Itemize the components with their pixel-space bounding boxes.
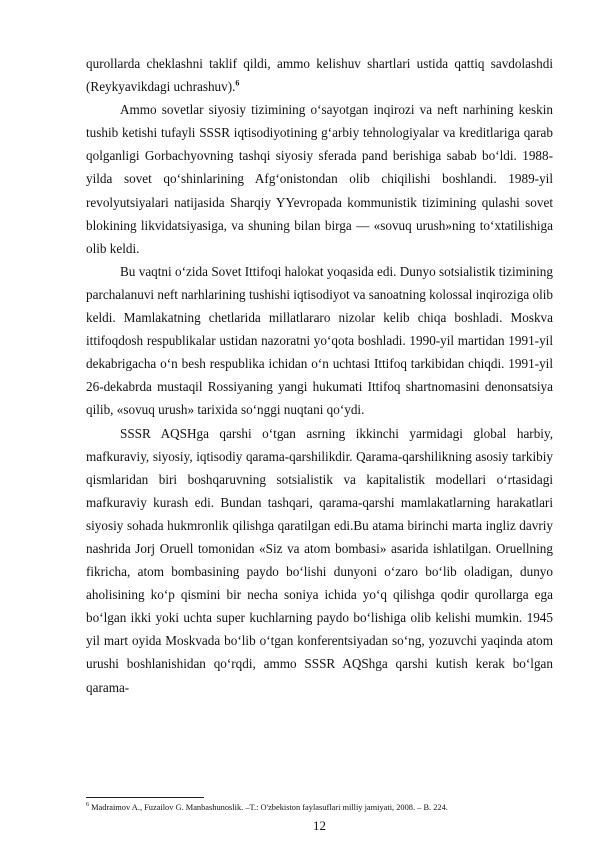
footnote: [86, 800, 556, 813]
paragraph-continuation: [86, 52, 553, 98]
footnote-divider: [86, 797, 204, 798]
paragraph-3: Bu vaqtni oʻzida Sovet Ittifoqi halokat yoqasida edi. Dunyo sotsialistik tizimining parchalanuvi neft narhlarining tushishi iqtisodiyot va sanoatning kolossal inqiroziga olib keldi. Mamlakatning chetlarida millatlararo nizolar kelib chiqa boshladi. Moskva ittifoqdosh respublikalar ustidan nazoratni yoʻqota boshladi. 1990-yil martidan 1991-yil dekabrigacha oʻn besh respublika ichidan oʻn uchtasi Ittifoq tarkibidan chiqdi. 1991-yil 26-dekabrda mustaqil Rossiyaning yangi hukumati Ittifoq shartnomasini denonsatsiya qilib, «sovuq urush» tarixida soʻnggi nuqtani qoʻydi.: [86, 263, 553, 418]
footnote-text: Madraimov A., Fuzailov G. Manbashunoslik. –T.: O'zbekiston faylasuflari milliy jamiyati, 2008. – B. 224.: [89, 802, 448, 812]
footnote-reference[interactable]: 6: [235, 78, 240, 88]
body-text: [86, 52, 553, 699]
paragraph-4: SSSR AQSHga qarshi oʻtgan asrning ikkinchi yarmidagi global harbiy, mafkuraviy, siyosiy, iqtisodiy qarama-qarshilikdir. Qarama-qarshilikning asosiy tarkibiy qismlaridan biri boshqaruvning sotsialistik va kapitalistik modellari oʻrtasidagi mafkuraviy kurash edi. Bundan tashqari, qarama-qarshi mamlakatlarning harakatlari siyosiy sohada hukmronlik qilishga qaratilgan edi.Bu atama birinchi marta ingliz davriy nashrida Jorj Oruell tomonidan «Siz va atom bombasi» asarida ishlatilgan. Oruellning fikricha, atom bombasining paydo boʻlishi dunyoni oʻzaro boʻlib oladigan, dunyo aholisining koʻp qismini bir necha soniya ichida yoʻq qilishga qodir qurollarga ega boʻlgan ikki yoki uchta super kuchlarning paydo boʻlishiga olib kelishi mumkin. 1945 yil mart oyida Moskvada boʻlib oʻtgan konferentsiyadan soʻng, yozuvchi yaqinda atom urushi boshlanishidan qoʻrqdi, ammo SSSR AQShga qarshi kutish kerak boʻlgan qarama-: [86, 425, 553, 695]
paragraph-1-text: qurollarda cheklashni taklif qildi, ammo kelishuv shartlari ustida qattiq savdolashdi (Reykyavikdagi uchrashuv).: [86, 56, 553, 95]
page-number: 12: [313, 818, 326, 833]
footnote-number: 6: [86, 802, 89, 808]
paragraph-2: Ammo sovetlar siyosiy tizimining oʻsayotgan inqirozi va neft narhining keskin tushib ketishi tufayli SSSR iqtisodiyotining gʻarbiy tehnologiyalar va kreditlariga qarab qolganligi Gorbachyovning tashqi siyosiy sferada pand berishiga sabab boʻldi. 1988-yilda sovet qoʻshinlarining Afgʻonistondan olib chiqilishi boshlandi. 1989-yil revolyutsiyalari natijasida Sharqiy YYevropada kommunistik tizimining qulashi sovet blokining likvidatsiyasiga, va shuning bilan birga — «sovuq urush»ning toʻxtatilishiga olib keldi.: [86, 102, 553, 256]
